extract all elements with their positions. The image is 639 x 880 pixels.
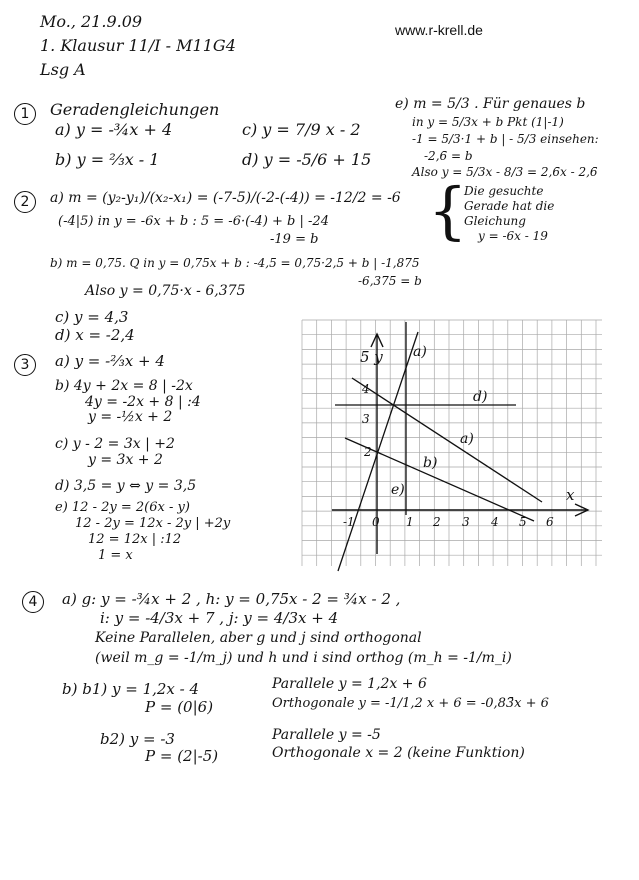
task3-c-line1: c) y - 2 = 3x | +2 [55, 436, 175, 452]
x-tick-label: 0 [372, 515, 380, 529]
task2-b-result: -6,375 = b [358, 274, 422, 288]
header-date: Mo., 21.9.09 [40, 12, 143, 31]
task3-number: 3 [14, 354, 36, 376]
task4-line1: a) g: y = -¾x + 2 , h: y = 0,75x - 2 = ¾x - 2 , [62, 590, 401, 608]
task2-c: c) y = 4,3 [55, 308, 129, 326]
task2-a-point: (-4|5) in y = -6x + b : 5 = -6·(-4) + b | -24 [58, 214, 329, 229]
task4-line4: (weil m_g = -1/m_j) und h und i sind orthog (m_h = -1/m_i) [95, 650, 512, 666]
task4-b1-parallel: Parallele y = 1,2x + 6 [272, 676, 427, 692]
task4-b1-eq: b) b1) y = 1,2x - 4 [62, 680, 200, 698]
task1-e-line2: in y = 5/3x + b Pkt (1|-1) [412, 115, 564, 129]
header-url: www.r-krell.de [395, 22, 483, 38]
line-label: a) [460, 431, 474, 447]
task1-e-line4: -2,6̄ = b [424, 149, 473, 163]
task4-b1-orthogonal: Orthogonale y = -1/1,2 x + 6 = -0,83̄x + 6 [272, 696, 549, 711]
y-tick-label: 4 [362, 382, 370, 396]
x-tick-label: 6 [546, 515, 554, 529]
task4-b2-parallel: Parallele y = -5 [272, 727, 381, 743]
task2-brace-line3: Gleichung [464, 214, 526, 228]
header-solution: Lsg A [40, 60, 86, 79]
header-exam: 1. Klausur 11/I - M11G4 [40, 36, 236, 55]
y-tick-label: 2 [364, 445, 372, 459]
line-label: b) [423, 455, 438, 471]
task3-e-line2: 12 - 2y = 12x - 2y | +2y [75, 516, 231, 531]
y-axis-label: 5 y [360, 348, 383, 366]
task4-b2-eq: b2) y = -3 [100, 730, 175, 748]
task1-d: d) y = -5/6 + 15 [242, 150, 372, 169]
task2-d: d) x = -2,4 [55, 326, 135, 344]
task1-number: 1 [14, 103, 36, 125]
task2-brace-line1: Die gesuchte [464, 184, 544, 198]
x-axis-label: x [566, 486, 575, 504]
task4-b2-orthogonal: Orthogonale x = 2 (keine Funktion) [272, 745, 525, 761]
task3-b-line1: b) 4y + 2x = 8 | -2x [55, 378, 193, 394]
task4-line3: Keine Parallelen, aber g und j sind orthogonal [95, 630, 422, 646]
y-tick-label: 3 [362, 412, 370, 426]
task2-brace-line4: y = -6x - 19 [478, 229, 548, 243]
x-tick-label: 3 [462, 515, 470, 529]
x-tick-label: 2 [433, 515, 441, 529]
x-axis-arrow [575, 504, 588, 516]
task4-b2-point: P = (2|-5) [145, 747, 219, 765]
task3-e-line1: e) 12 - 2y = 2(6x - y) [55, 500, 190, 515]
task1-c: c) y = 7/9 x - 2 [242, 120, 361, 139]
task3-b-line3: y = -½x + 2 [88, 409, 173, 425]
task3-a: a) y = -⅔x + 4 [55, 352, 165, 370]
line-label: a) [413, 344, 427, 360]
task1-e-line5: Also y = 5/3x - 8/3 = 2,6̄x - 2,6̄ [412, 165, 598, 179]
task1-a: a) y = -¾x + 4 [55, 120, 173, 139]
task2-brace-line2: Gerade hat die [464, 199, 555, 213]
task2-brace: { [428, 174, 468, 247]
line-a-steep [338, 332, 418, 571]
task3-e-line4: 1 = x [98, 548, 133, 563]
task3-c-line2: y = 3x + 2 [88, 452, 163, 468]
y-axis-arrow [371, 334, 383, 347]
line-a-falling [352, 378, 542, 502]
task4-line2: i: y = -4/3x + 7 , j: y = 4/3x + 4 [100, 609, 339, 627]
task2-a-result: -19 = b [270, 232, 319, 247]
task3-b-line2: 4y = -2x + 8 | :4 [85, 394, 201, 410]
line-b [345, 438, 534, 521]
task1-e-line1: e) m = 5/3 . Für genaues b [395, 96, 586, 112]
task3-e-line3: 12 = 12x | :12 [88, 532, 182, 547]
task1-b: b) y = ⅔x - 1 [55, 150, 160, 169]
task3-d: d) 3,5 = y ⇔ y = 3,5 [55, 478, 197, 494]
task2-a-slope: a) m = (y₂-y₁)/(x₂-x₁) = (-7-5)/(-2-(-4)) = -12/2 = -6 [50, 190, 401, 206]
task1-title: Geradengleichungen [50, 100, 220, 119]
line-label: e) [391, 482, 405, 498]
task4-number: 4 [22, 591, 44, 613]
task2-b-line: b) m = 0,75. Q in y = 0,75x + b : -4,5 = 0,75·2,5 + b | -1,875 [50, 256, 420, 270]
task2-number: 2 [14, 191, 36, 213]
line-label: d) [473, 389, 488, 405]
x-tick-label: 5 [519, 515, 527, 529]
x-tick-label: 4 [491, 515, 499, 529]
task2-b-also: Also y = 0,75·x - 6,375 [85, 283, 246, 299]
task4-b1-point: P = (0|6) [145, 698, 214, 716]
task1-e-line3: -1 = 5/3·1 + b | - 5/3 einsehen: [412, 132, 599, 146]
x-tick-label: 1 [406, 515, 414, 529]
x-tick-label: -1 [343, 515, 355, 529]
